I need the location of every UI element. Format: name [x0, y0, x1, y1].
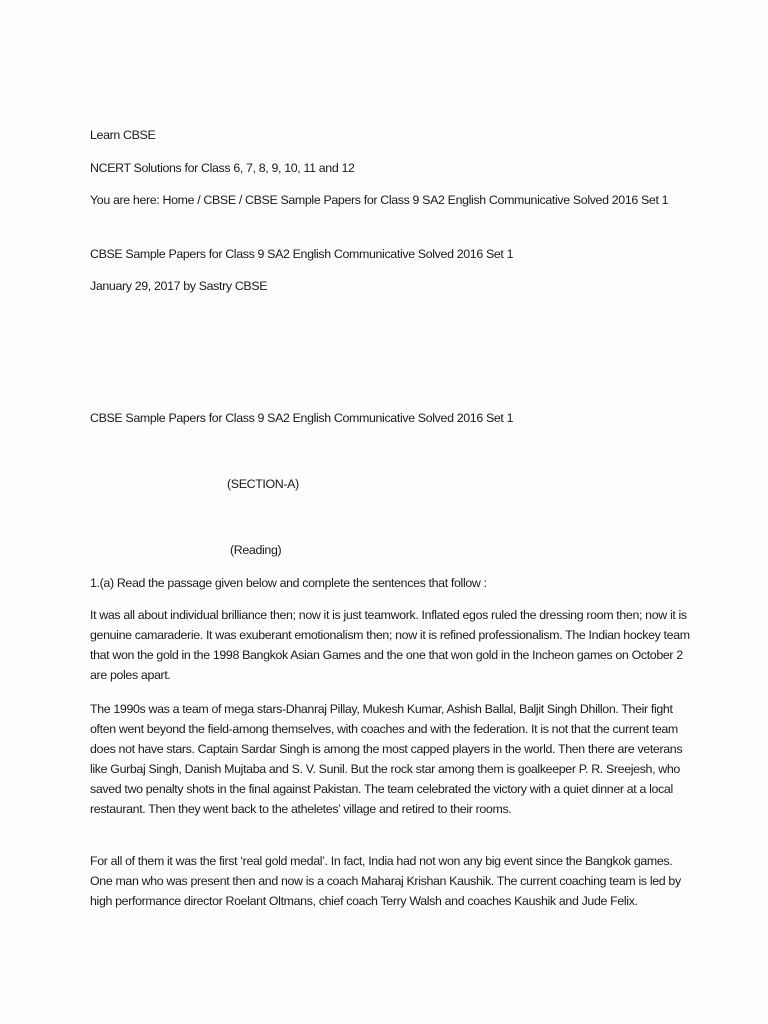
page-title: CBSE Sample Papers for Class 9 SA2 English Communicative Solved 2016 Set 1: [90, 247, 514, 261]
article-title: CBSE Sample Papers for Class 9 SA2 English Communicative Solved 2016 Set 1: [90, 411, 514, 425]
site-name[interactable]: Learn CBSE: [90, 128, 156, 142]
section-label: (SECTION-A): [227, 477, 299, 491]
site-tagline: NCERT Solutions for Class 6, 7, 8, 9, 10, 11 and 12: [90, 161, 355, 175]
breadcrumb[interactable]: You are here: Home / CBSE / CBSE Sample Papers for Class 9 SA2 English Communicative Solved 2016 Set 1: [90, 193, 669, 207]
post-byline: January 29, 2017 by Sastry CBSE: [90, 279, 268, 293]
subsection-label: (Reading): [230, 543, 282, 557]
passage-paragraph: It was all about individual brilliance then; now it is just teamwork. Inflated egos ruled the dressing room then; now it is genuine camaraderie. It was exuberant emotionalism then; now it is refined professionalism. The Indian hockey team that won the gold in the 1998 Bangkok Asian Games and the one that won gold in the Incheon games on October 2 are poles apart.: [90, 608, 690, 682]
passage-paragraph: For all of them it was the first ‘real gold medal’. In fact, India had not won any big event since the Bangkok games. One man who was present then and now is a coach Maharaj Krishan Kaushik. The current coaching team is led by high performance director Roelant Oltmans, chief coach Terry Walsh and coaches Kaushik and Jude Felix.: [90, 854, 681, 908]
passage-paragraph: The 1990s was a team of mega stars-Dhanraj Pillay, Mukesh Kumar, Ashish Ballal, Baljit Singh Dhillon. Their fight often went beyond the field-among themselves, with coaches and with the federation. It is not that the current team does not have stars. Captain Sardar Singh is among the most capped players in the world. Then there are veterans like Gurbaj Singh, Danish Mujtaba and S. V. Sunil. But the rock star among them is goalkeeper P. R. Sreejesh, who saved two penalty shots in the final against Pakistan. The team celebrated the victory with a quiet dinner at a local restaurant. Then they went back to the atheletes’ village and retired to their rooms.: [90, 702, 683, 816]
question-heading: 1.(a) Read the passage given below and complete the sentences that follow :: [90, 576, 487, 590]
